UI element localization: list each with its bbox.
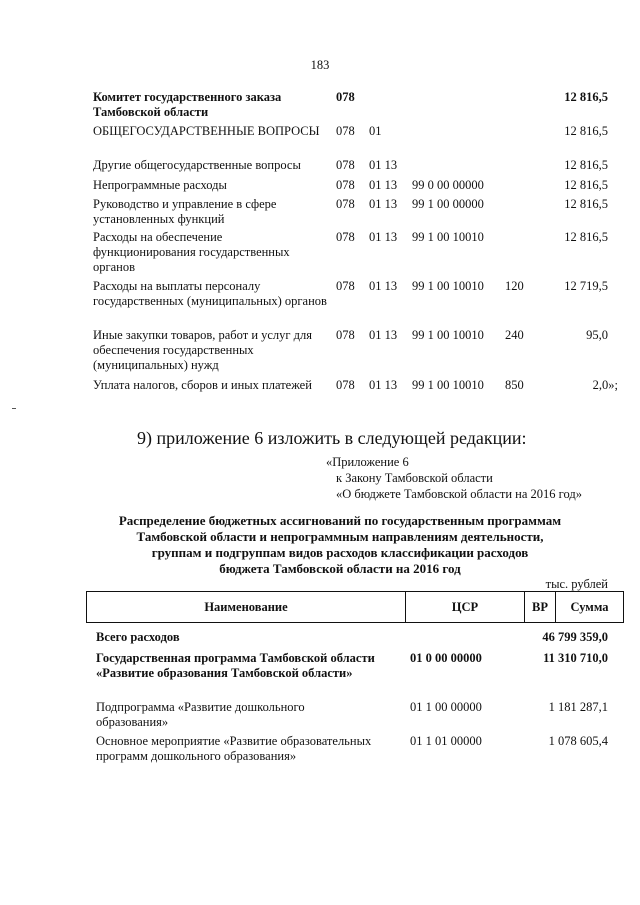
table1-row-name: Комитет государственного заказа Тамбовской области — [93, 90, 282, 119]
units-label: тыс. рублей — [545, 577, 608, 591]
table2-row-sum: 11 310 710,0 — [543, 651, 608, 665]
margin-mark — [12, 408, 16, 409]
table1-row-vr: 850 — [505, 378, 524, 392]
table1-row-csr: 99 1 00 00000 — [412, 197, 484, 211]
title-line-3: группам и подгруппам видов расходов классификации расходов — [151, 545, 529, 560]
table1-row-vr: 240 — [505, 328, 524, 342]
table1-row-gr: 078 — [336, 230, 355, 244]
table1-row-sum: 2,0»; — [592, 378, 618, 392]
table1-row-gr: 078 — [336, 158, 355, 172]
appendix-line-2: к Закону Тамбовской области — [336, 471, 493, 485]
table1-row-gr: 078 — [336, 197, 355, 211]
table1-row-name: Непрограммные расходы — [93, 178, 227, 192]
appendix-line-3: «О бюджете Тамбовской области на 2016 год» — [336, 487, 582, 501]
table2-row-name: Подпрограмма «Развитие дошкольного образования» — [96, 700, 305, 729]
appendix-line-1: «Приложение 6 — [326, 455, 409, 469]
table2-row-csr: 01 0 00 00000 — [410, 651, 482, 665]
table2-header — [86, 591, 624, 623]
table1-row-rz: 01 13 — [369, 328, 398, 342]
table1-row-name: Руководство и управление в сфере установленных функций — [93, 197, 277, 226]
table1-row-name: Иные закупки товаров, работ и услуг для обеспечения государственных (муниципальных) нужд — [93, 328, 313, 372]
table1-row-name: Другие общегосударственные вопросы — [93, 158, 301, 172]
table1-row-gr: 078 — [336, 124, 355, 138]
table1-row-rz: 01 13 — [369, 178, 398, 192]
table1-row-name: Расходы на выплаты персоналу государственных (муниципальных) органов — [93, 279, 327, 308]
table2-row-name: Основное мероприятие «Развитие образовательных программ дошкольного образования» — [96, 734, 372, 763]
table1-row-sum: 12 816,5 — [564, 178, 608, 192]
table1-row-csr: 99 0 00 00000 — [412, 178, 484, 192]
table1-row-rz: 01 13 — [369, 279, 398, 293]
table1-row-csr: 99 1 00 10010 — [412, 230, 484, 244]
table2-row-name: Государственная программа Тамбовской области «Развитие образования Тамбовской области» — [96, 651, 375, 680]
table1-row-name: ОБЩЕГОСУДАРСТВЕННЫЕ ВОПРОСЫ — [93, 124, 320, 138]
table2-row-sum: 46 799 359,0 — [542, 630, 608, 644]
header-vr: ВР — [532, 600, 548, 614]
table1-row-sum: 12 816,5 — [564, 90, 608, 104]
table2-row-csr: 01 1 00 00000 — [410, 700, 482, 714]
header-csr: ЦСР — [451, 600, 479, 614]
title-line-2: Тамбовской области и непрограммным направлениям деятельности, — [136, 529, 544, 544]
table1-row-gr: 078 — [336, 328, 355, 342]
table1-row-sum: 12 816,5 — [564, 197, 608, 211]
table1-row-gr: 078 — [336, 178, 355, 192]
table1-row-gr: 078 — [336, 279, 355, 293]
item-9-text: 9) приложение 6 изложить в следующей редакции: — [137, 428, 527, 448]
table1-row-gr: 078 — [336, 378, 355, 392]
header-name: Наименование — [204, 600, 288, 614]
title-line-1: Распределение бюджетных ассигнований по государственным программам — [118, 513, 562, 528]
table1-row-gr: 078 — [336, 90, 355, 104]
table2-row-sum: 1 078 605,4 — [548, 734, 608, 748]
table2-row-name: Всего расходов — [96, 630, 180, 644]
table1-row-rz: 01 — [369, 124, 382, 138]
table1-row-rz: 01 13 — [369, 230, 398, 244]
table1-row-sum: 12 816,5 — [564, 124, 608, 138]
table1-row-vr: 120 — [505, 279, 524, 293]
header-sum: Сумма — [570, 600, 609, 614]
table1-row-sum: 12 816,5 — [564, 230, 608, 244]
table2-row-csr: 01 1 01 00000 — [410, 734, 482, 748]
page-number: 183 — [310, 58, 330, 72]
table1-row-csr: 99 1 00 10010 — [412, 279, 484, 293]
table1-row-sum: 12 719,5 — [564, 279, 608, 293]
table1-row-sum: 95,0 — [586, 328, 608, 342]
table1-row-csr: 99 1 00 10010 — [412, 328, 484, 342]
title-line-4: бюджета Тамбовской области на 2016 год — [219, 561, 461, 576]
table1-row-rz: 01 13 — [369, 158, 398, 172]
table2-row-sum: 1 181 287,1 — [548, 700, 608, 714]
table1-row-sum: 12 816,5 — [564, 158, 608, 172]
table1-row-name: Уплата налогов, сборов и иных платежей — [93, 378, 312, 392]
table1-row-rz: 01 13 — [369, 197, 398, 211]
table1-row-csr: 99 1 00 10010 — [412, 378, 484, 392]
table1-row-name: Расходы на обеспечение функционирования государственных органов — [93, 230, 290, 274]
table1-row-rz: 01 13 — [369, 378, 398, 392]
